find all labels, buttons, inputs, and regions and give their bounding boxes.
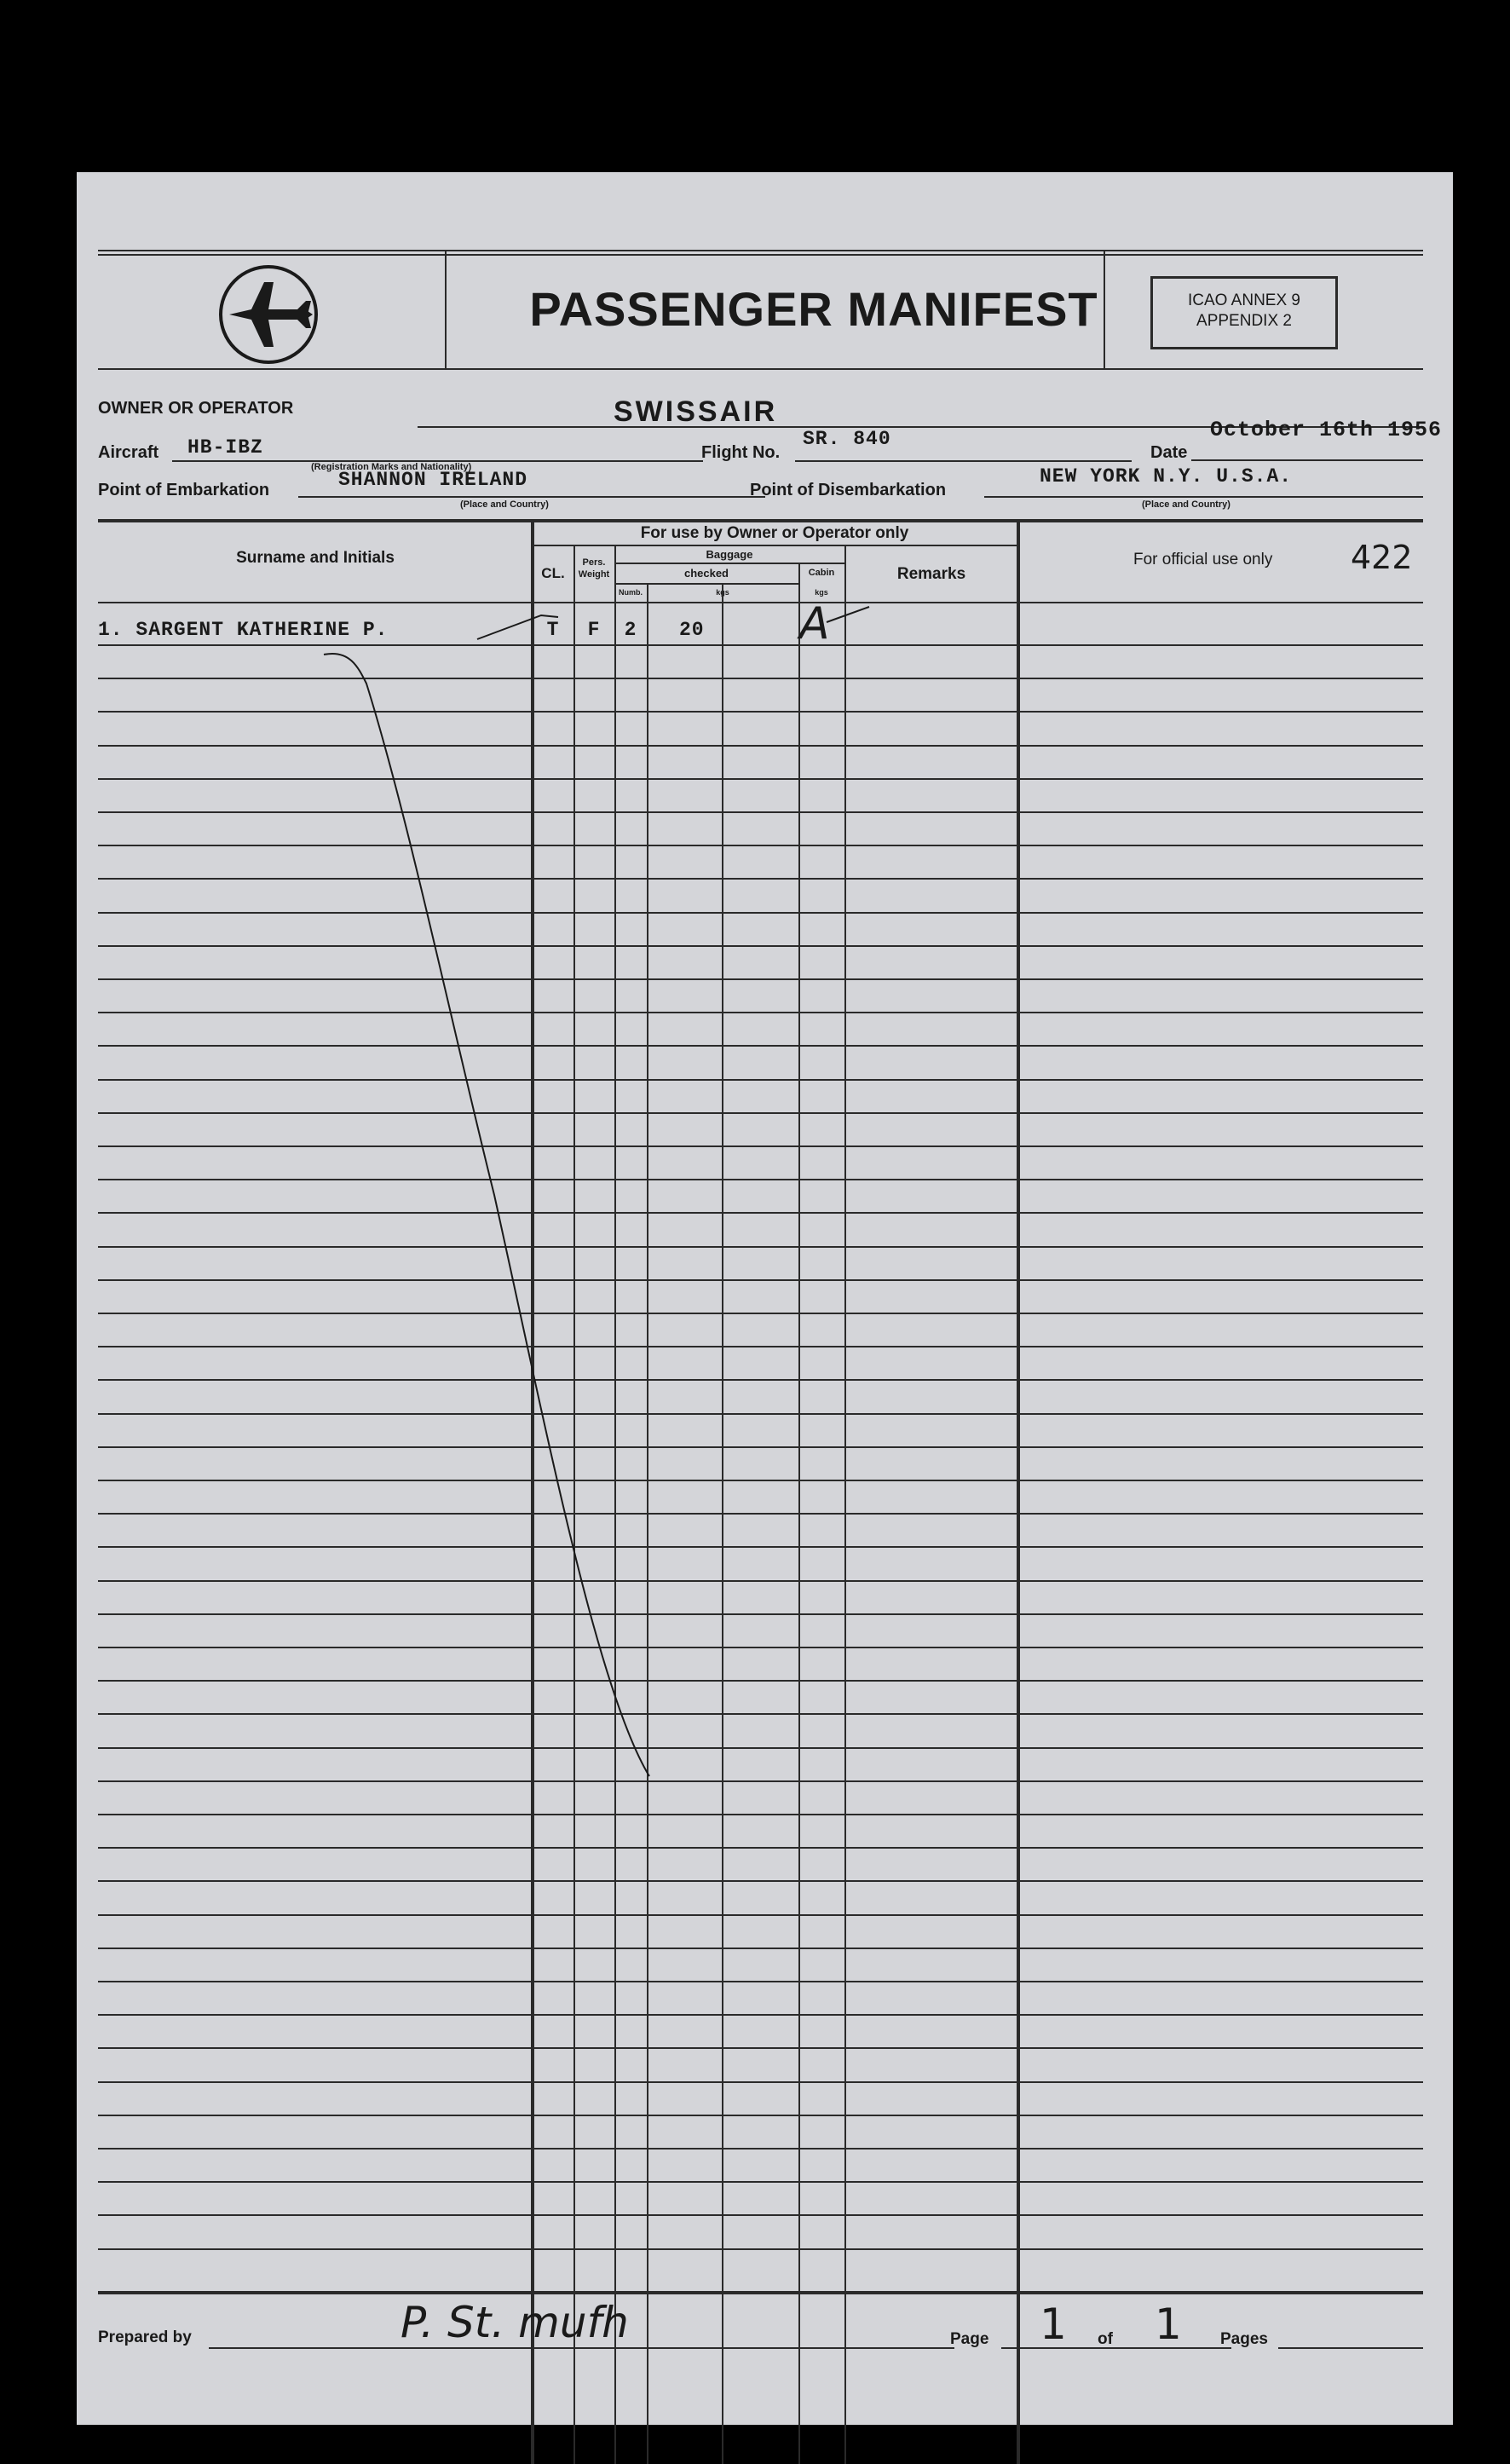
icao-line-1: ICAO ANNEX 9	[1188, 291, 1300, 309]
aircraft-label: Aircraft	[98, 443, 159, 462]
manifest-sheet	[77, 172, 1453, 2425]
number-header: Numb.	[619, 588, 643, 597]
weight-header-1: Pers.	[582, 557, 606, 568]
pages-line	[1278, 2347, 1423, 2349]
of-label: of	[1098, 2330, 1113, 2348]
page-total: 1	[1155, 2300, 1182, 2349]
icao-line-2: APPENDIX 2	[1196, 312, 1292, 330]
passenger-class: T	[546, 619, 560, 641]
cabin-header: Cabin	[808, 568, 835, 578]
page-title: PASSENGER MANIFEST	[529, 282, 1098, 336]
embarkation-caption: (Place and Country)	[460, 499, 549, 510]
passenger-name: 1. SARGENT KATHERINE P.	[98, 619, 389, 641]
embarkation-value: SHANNON IRELAND	[338, 469, 528, 491]
prepared-line	[209, 2347, 954, 2349]
table-bottom-rule	[98, 2291, 1423, 2294]
remarks-header: Remarks	[896, 565, 966, 583]
page-current: 1	[1040, 2300, 1067, 2349]
official-header: For official use only	[1133, 551, 1273, 568]
operator-header: For use by Owner or Operator only	[640, 524, 909, 542]
prepared-signature: P. St. mufh	[401, 2298, 629, 2347]
pages-label: Pages	[1220, 2330, 1268, 2348]
aircraft-caption: (Registration Marks and Nationality)	[311, 462, 472, 472]
aircraft-value: HB-IBZ	[187, 436, 263, 459]
date-value: October 16th 1956	[1210, 418, 1443, 442]
passenger-bag-kgs: 20	[679, 619, 705, 641]
cabin-kgs-header: kgs	[815, 588, 828, 597]
baggage-header: Baggage	[706, 548, 753, 561]
owner-value: SWISSAIR	[614, 395, 778, 428]
passenger-weight: F	[587, 619, 601, 641]
surname-header: Surname and Initials	[236, 549, 395, 567]
flight-no-label: Flight No.	[701, 443, 781, 462]
flight-no-value: SR. 840	[803, 428, 891, 450]
weight-header-2: Weight	[578, 569, 610, 580]
owner-label: OWNER OR OPERATOR	[98, 399, 294, 418]
disembarkation-caption: (Place and Country)	[1142, 499, 1230, 510]
pen-strokes	[77, 172, 1453, 2425]
disembarkation-value: NEW YORK N.Y. U.S.A.	[1040, 465, 1293, 488]
passenger-cabin: A	[799, 598, 830, 649]
disembarkation-label: Point of Disembarkation	[750, 481, 947, 499]
cl-header: CL.	[541, 565, 565, 581]
official-number: 422	[1351, 539, 1413, 576]
date-label: Date	[1150, 443, 1188, 462]
prepared-label: Prepared by	[98, 2328, 192, 2346]
kgs-header: kgs	[716, 588, 729, 597]
embarkation-label: Point of Embarkation	[98, 481, 270, 499]
page-label: Page	[950, 2330, 989, 2348]
passenger-bag-number: 2	[624, 619, 637, 641]
checked-header: checked	[683, 567, 729, 580]
